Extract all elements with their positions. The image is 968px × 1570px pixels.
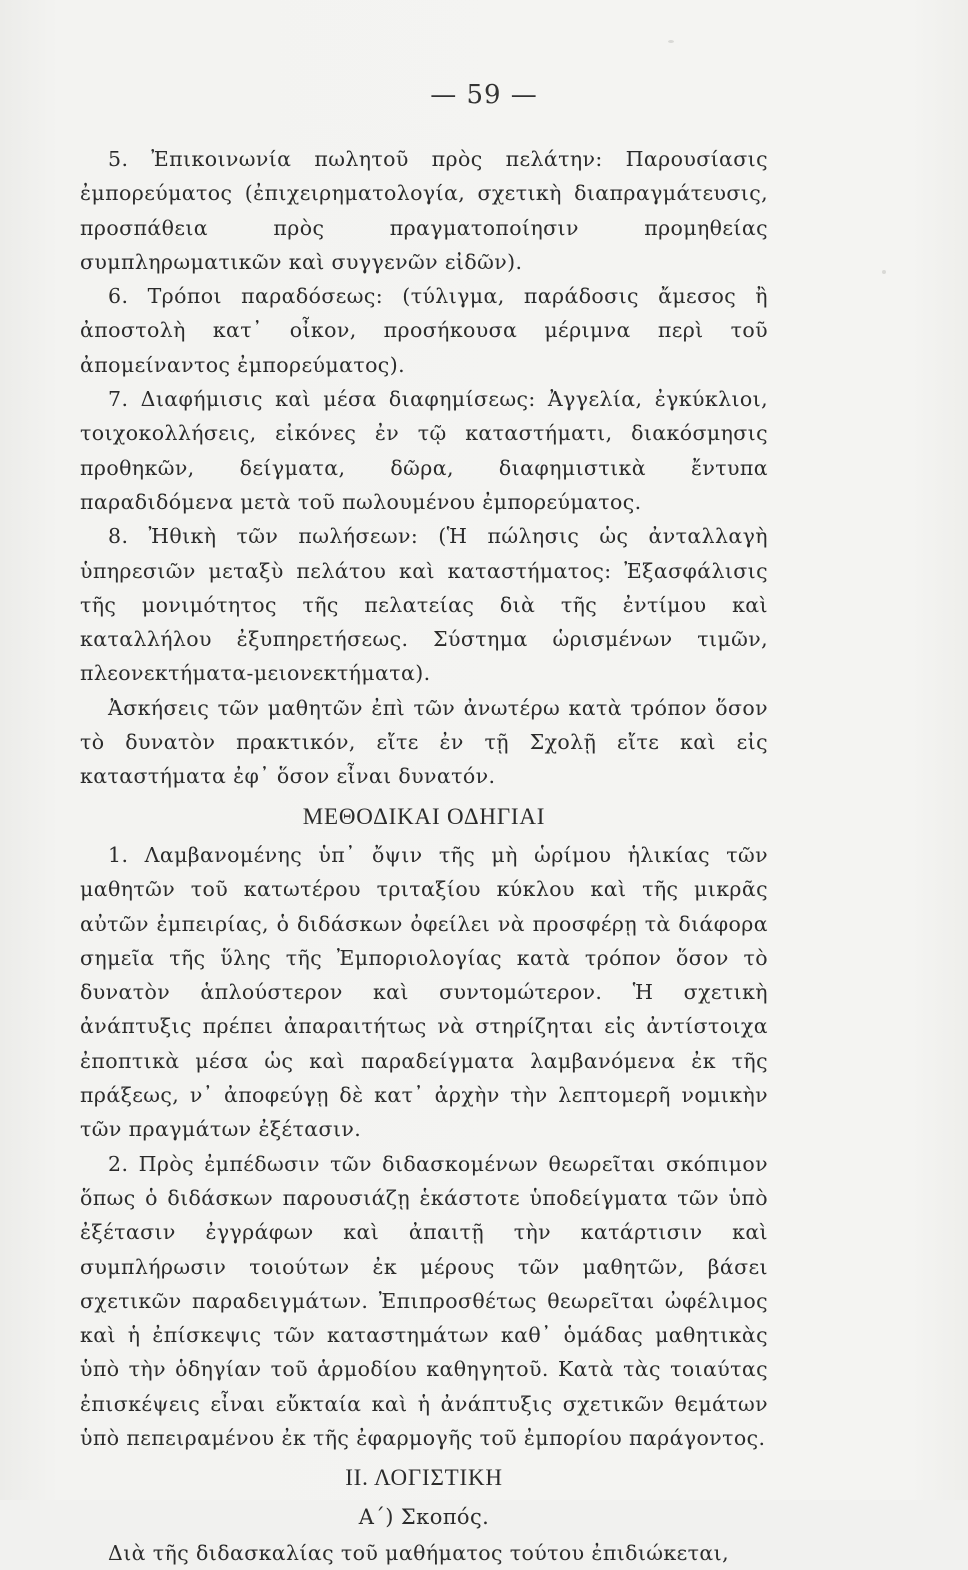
paragraph-method-2: 2. Πρὸς ἐμπέδωσιν τῶν διδασκομένων θεωρεῖται σκόπιμον ὅπως ὁ διδάσκων παρουσιάζῃ ἑκάστοτε ὑποδείγματα τῶν ὑπὸ ἐξέτασιν ἐγγράφων καὶ ἀπαιτῇ τὴν κατάρτισιν καὶ συμπλήρωσιν τοιούτων ἐκ μέρους τῶν μαθητῶν, βάσει σχετικῶν παραδειγμάτων. Ἐπιπροσθέτως θεωρεῖται ὠφέλιμος καὶ ἡ ἐπίσκεψις τῶν καταστημάτων καθ᾽ ὁμάδας μαθητικὰς ὑπὸ τὴν ὁδηγίαν τοῦ ἁρμοδίου καθηγητοῦ. Κατὰ τὰς τοιαύτας ἐπισκέψεις εἶναι εὔκταία καὶ ἡ ἀνάπτυξις σχετικῶν θεμάτων ὑπὸ πεπειραμένου ἐκ τῆς ἐφαρμογῆς τοῦ ἐμπορίου παράγοντος. bbox=[80, 1151, 768, 1450]
subsection-heading: Α΄) Σκοπός. bbox=[358, 1504, 490, 1529]
paragraph-final: Διὰ τῆς διδασκαλίας τοῦ μαθήματος τούτου ἐπιδιώκεται, bbox=[108, 1540, 729, 1565]
page-body bbox=[80, 142, 768, 1570]
paper-speck bbox=[882, 270, 886, 274]
paragraph-item-7: 7. Διαφήμισις καὶ μέσα διαφημίσεως: Ἀγγελία, ἐγκύκλιοι, τοιχοκολλήσεις, εἰκόνες ἐν τῷ καταστήματι, διακόσμησις προθηκῶν, δείγματα, δῶρα, διαφημιστικὰ ἔντυπα παραδιδόμενα μετὰ τοῦ πωλουμένου ἐμπορεύματος. bbox=[80, 387, 768, 514]
paragraph-exercises: Ἀσκήσεις τῶν μαθητῶν ἐπὶ τῶν ἀνωτέρω κατὰ τρόπον ὅσον τὸ δυνατὸν πρακτικόν, εἴτε ἐν τῇ Σχολῇ εἴτε καὶ εἰς καταστήματα ἐφ᾽ ὅσον εἶναι δυνατόν. bbox=[80, 695, 768, 789]
paragraph-method-1: 1. Λαμβανομένης ὑπ᾽ ὄψιν τῆς μὴ ὡρίμου ἡλικίας τῶν μαθητῶν τοῦ κατωτέρου τριταξίου κύκλου καὶ τῆς μικρᾶς αὐτῶν ἐμπειρίας, ὁ διδάσκων ὀφείλει νὰ προσφέρῃ τὰ διάφορα σημεῖα τῆς ὕλης τῆς Ἐμποριολογίας κατὰ τρόπον ὅσον τὸ δυνατὸν ἁπλούστερον καὶ συντομώτερον. Ἡ σχετικὴ ἀνάπτυξις πρέπει ἀπαραιτήτως νὰ στηρίζηται εἰς ἀντίστοιχα ἐποπτικὰ μέσα ὡς καὶ παραδείγματα λαμβανόμενα ἐκ τῆς πράξεως, ν᾽ ἀποφεύγῃ δὲ κατ᾽ ἀρχὴν τὴν λεπτομερῆ νομικὴν τῶν πραγμάτων ἐξέτασιν. bbox=[80, 842, 768, 1142]
paragraph-item-8: 8. Ἠθικὴ τῶν πωλήσεων: (Ἡ πώλησις ὡς ἀνταλλαγὴ ὑπηρεσιῶν μεταξὺ πελάτου καὶ καταστήματος: Ἐξασφάλισις τῆς μονιμότητος τῆς πελατείας διὰ τῆς ἐντίμου καὶ καταλλήλου ἐξυπηρετήσεως. Σύστημα ὡρισμένων τιμῶν, πλεονεκτήματα-μειονεκτήματα). bbox=[80, 524, 768, 686]
paragraph-item-5: 5. Ἐπικοινωνία πωλητοῦ πρὸς πελάτην: Παρουσίασις ἐμπορεύματος (ἐπιχειρηματολογία, σχετικὴ διαπραγμάτευσις, προσπάθεια πρὸς πραγματοποίησιν προμηθείας συμπληρωματικῶν καὶ συγγενῶν εἰδῶν). bbox=[80, 147, 768, 274]
section-heading: ΙΙ. ΛΟΓΙΣΤΙΚΗ bbox=[345, 1465, 503, 1491]
paper-speck bbox=[668, 40, 674, 43]
page-number: — 59 — bbox=[430, 80, 538, 110]
methods-heading: ΜΕΘΟΔΙΚΑΙ ΟΔΗΓΙΑΙ bbox=[302, 803, 546, 829]
paragraph-item-6: 6. Τρόποι παραδόσεως: (τύλιγμα, παράδοσις ἄμεσος ἢ ἀποστολὴ κατ᾽ οἶκον, προσήκουσα μέριμνα περὶ τοῦ ἀπομείναντος ἐμπορεύματος). bbox=[80, 284, 768, 377]
